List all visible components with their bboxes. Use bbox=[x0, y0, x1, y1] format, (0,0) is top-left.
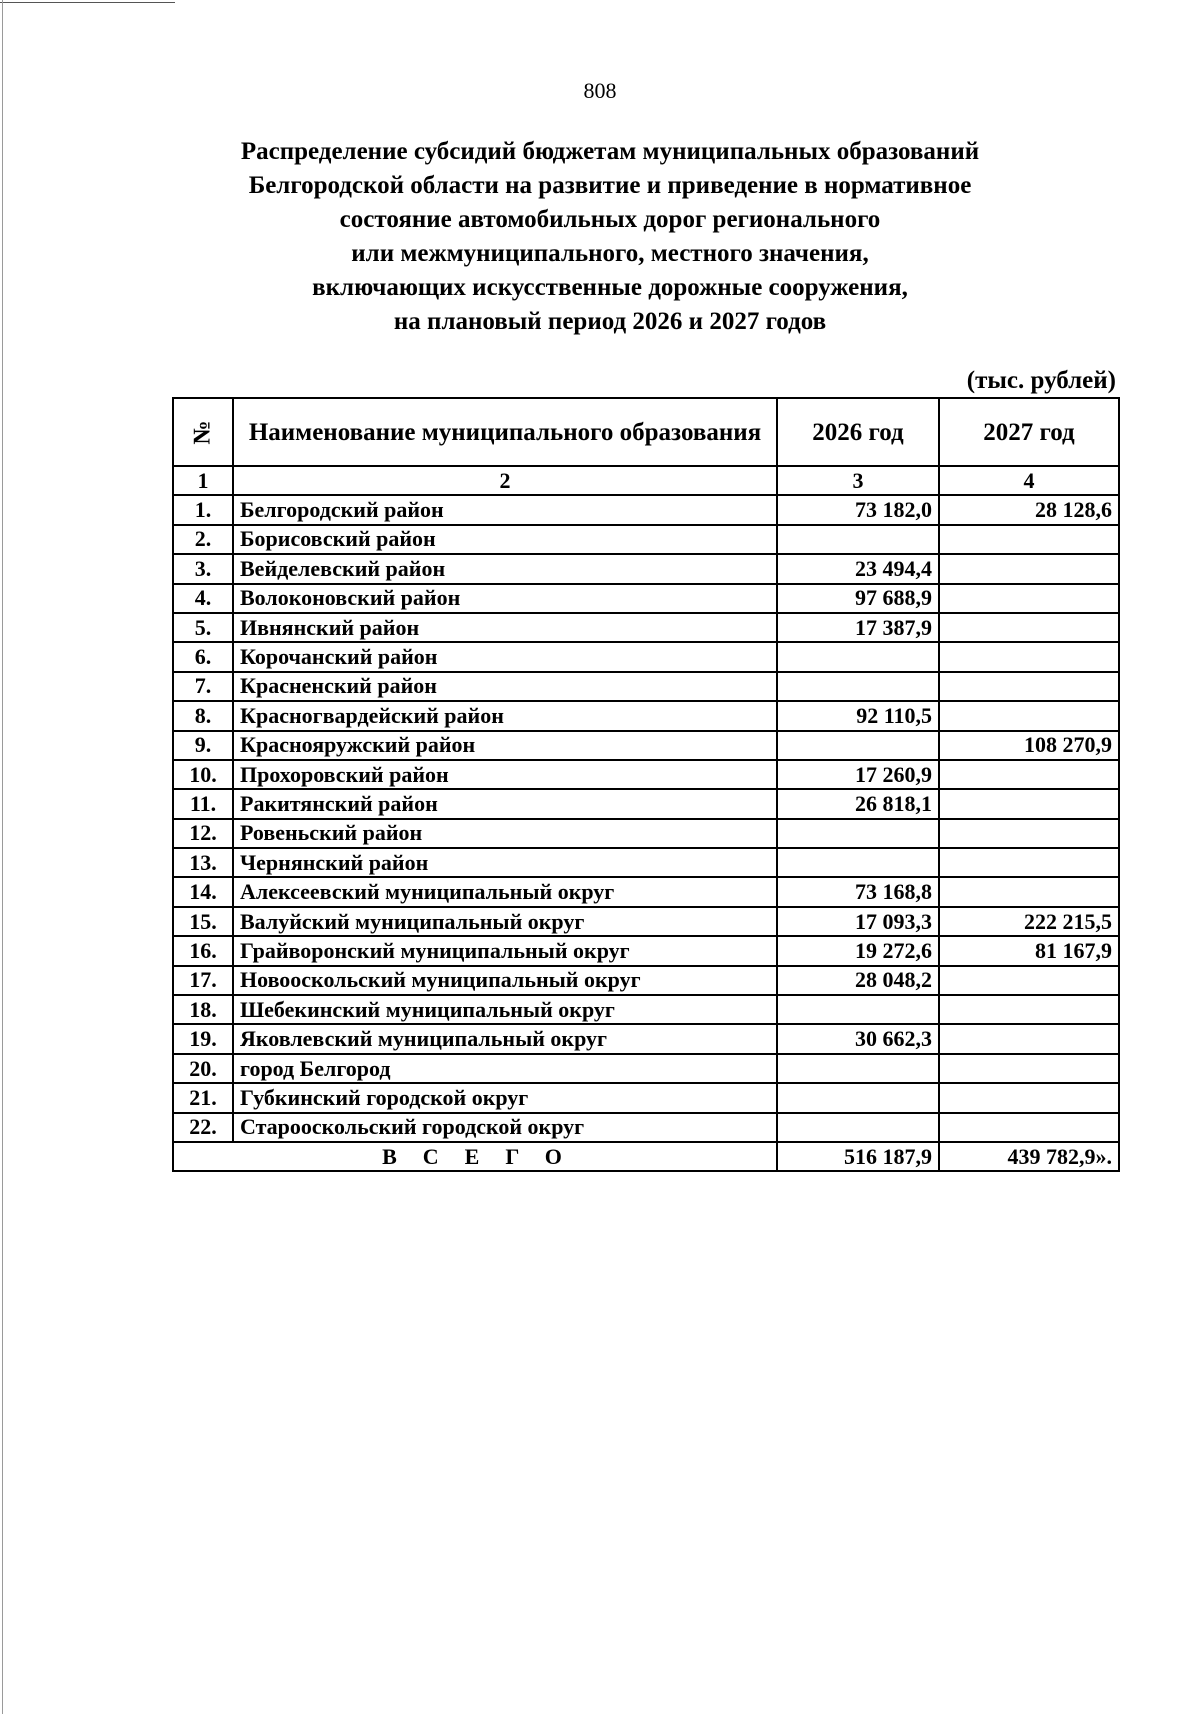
table-row bbox=[173, 966, 1119, 995]
row-number: 8. bbox=[173, 701, 233, 730]
row-value-2026 bbox=[777, 672, 939, 701]
row-name: Губкинский городской округ bbox=[233, 1083, 777, 1112]
row-number: 5. bbox=[173, 613, 233, 642]
row-value-2026 bbox=[777, 819, 939, 848]
header-number: № bbox=[173, 398, 233, 466]
row-name: Ровеньский район bbox=[233, 819, 777, 848]
row-value-2026: 97 688,9 bbox=[777, 584, 939, 613]
table-row bbox=[173, 995, 1119, 1024]
row-number: 4. bbox=[173, 584, 233, 613]
row-value-2027 bbox=[939, 642, 1119, 671]
row-number: 12. bbox=[173, 819, 233, 848]
row-number: 7. bbox=[173, 672, 233, 701]
row-value-2026: 19 272,6 bbox=[777, 936, 939, 965]
row-value-2026: 28 048,2 bbox=[777, 966, 939, 995]
row-name: Борисовский район bbox=[233, 525, 777, 554]
row-number: 19. bbox=[173, 1024, 233, 1053]
row-name: Чернянский район bbox=[233, 848, 777, 877]
title-line: или межмуниципального, местного значения, bbox=[351, 240, 869, 267]
row-value-2026: 92 110,5 bbox=[777, 701, 939, 730]
row-value-2026: 17 093,3 bbox=[777, 907, 939, 936]
table-row bbox=[173, 1083, 1119, 1112]
row-value-2027 bbox=[939, 760, 1119, 789]
table-row bbox=[173, 613, 1119, 642]
row-value-2026 bbox=[777, 731, 939, 760]
row-value-2027 bbox=[939, 584, 1119, 613]
row-value-2026: 30 662,3 bbox=[777, 1024, 939, 1053]
row-name: Алексеевский муниципальный округ bbox=[233, 877, 777, 906]
row-name: Красненский район bbox=[233, 672, 777, 701]
row-value-2026 bbox=[777, 995, 939, 1024]
table-row bbox=[173, 789, 1119, 818]
row-name: Валуйский муниципальный округ bbox=[233, 907, 777, 936]
row-name: Прохоровский район bbox=[233, 760, 777, 789]
row-value-2027 bbox=[939, 995, 1119, 1024]
row-value-2027 bbox=[939, 789, 1119, 818]
row-value-2026: 26 818,1 bbox=[777, 789, 939, 818]
column-number: 4 bbox=[939, 466, 1119, 495]
row-value-2026: 17 260,9 bbox=[777, 760, 939, 789]
table-row bbox=[173, 584, 1119, 613]
row-value-2026: 73 168,8 bbox=[777, 877, 939, 906]
row-number: 18. bbox=[173, 995, 233, 1024]
row-value-2026: 17 387,9 bbox=[777, 613, 939, 642]
header-name: Наименование муниципального образования bbox=[233, 398, 777, 466]
row-number: 6. bbox=[173, 642, 233, 671]
row-value-2026: 73 182,0 bbox=[777, 495, 939, 524]
row-number: 1. bbox=[173, 495, 233, 524]
row-value-2026 bbox=[777, 1054, 939, 1083]
total-2026: 516 187,9 bbox=[777, 1142, 939, 1171]
row-name: Яковлевский муниципальный округ bbox=[233, 1024, 777, 1053]
row-value-2027 bbox=[939, 1083, 1119, 1112]
page-number: 808 bbox=[583, 78, 617, 103]
header-2027: 2027 год bbox=[939, 398, 1119, 466]
row-number: 9. bbox=[173, 731, 233, 760]
row-value-2026 bbox=[777, 642, 939, 671]
row-value-2027 bbox=[939, 819, 1119, 848]
row-name: Вейделевский район bbox=[233, 554, 777, 583]
title-line: Белгородской области на развитие и приведение в нормативное bbox=[248, 172, 972, 199]
row-name: Корочанский район bbox=[233, 642, 777, 671]
row-number: 2. bbox=[173, 525, 233, 554]
row-number: 15. bbox=[173, 907, 233, 936]
row-number: 21. bbox=[173, 1083, 233, 1112]
row-name: Краснояружский район bbox=[233, 731, 777, 760]
table-row bbox=[173, 672, 1119, 701]
row-value-2027 bbox=[939, 613, 1119, 642]
column-number: 1 bbox=[173, 466, 233, 495]
row-value-2027 bbox=[939, 848, 1119, 877]
row-name: Белгородский район bbox=[233, 495, 777, 524]
scan-edge-top bbox=[0, 2, 175, 3]
table-row bbox=[173, 877, 1119, 906]
row-value-2027: 222 215,5 bbox=[939, 907, 1119, 936]
row-number: 13. bbox=[173, 848, 233, 877]
table-row bbox=[173, 760, 1119, 789]
row-name: Красногвардейский район bbox=[233, 701, 777, 730]
row-value-2027: 28 128,6 bbox=[939, 495, 1119, 524]
row-value-2027: 108 270,9 bbox=[939, 731, 1119, 760]
row-value-2026 bbox=[777, 1113, 939, 1142]
row-value-2027 bbox=[939, 1113, 1119, 1142]
title-line: состояние автомобильных дорог регионального bbox=[339, 206, 881, 233]
table-row bbox=[173, 701, 1119, 730]
row-name: Новооскольский муниципальный округ bbox=[233, 966, 777, 995]
row-name: город Белгород bbox=[233, 1054, 777, 1083]
row-number: 16. bbox=[173, 936, 233, 965]
document-title bbox=[170, 135, 1050, 339]
unit-label: (тыс. рублей) bbox=[966, 367, 1116, 394]
row-value-2027 bbox=[939, 1024, 1119, 1053]
table-row bbox=[173, 495, 1119, 524]
title-line: включающих искусственные дорожные сооружения, bbox=[312, 274, 908, 301]
row-value-2027 bbox=[939, 966, 1119, 995]
row-value-2027 bbox=[939, 701, 1119, 730]
row-value-2027: 81 167,9 bbox=[939, 936, 1119, 965]
column-number-row bbox=[173, 466, 1119, 495]
row-value-2027 bbox=[939, 1054, 1119, 1083]
row-value-2027 bbox=[939, 672, 1119, 701]
subsidies-table bbox=[172, 397, 1120, 1172]
row-number: 22. bbox=[173, 1113, 233, 1142]
table-row bbox=[173, 936, 1119, 965]
row-number: 14. bbox=[173, 877, 233, 906]
table-row bbox=[173, 554, 1119, 583]
row-name: Ракитянский район bbox=[233, 789, 777, 818]
row-name: Волоконовский район bbox=[233, 584, 777, 613]
row-name: Шебекинский муниципальный округ bbox=[233, 995, 777, 1024]
table-row bbox=[173, 525, 1119, 554]
total-2027: 439 782,9». bbox=[939, 1142, 1119, 1171]
table-row bbox=[173, 1054, 1119, 1083]
total-label: ВСЕГО bbox=[173, 1142, 777, 1171]
row-number: 10. bbox=[173, 760, 233, 789]
row-number: 17. bbox=[173, 966, 233, 995]
row-name: Ивнянский район bbox=[233, 613, 777, 642]
row-value-2026 bbox=[777, 1083, 939, 1112]
table-row bbox=[173, 642, 1119, 671]
header-2026: 2026 год bbox=[777, 398, 939, 466]
total-row bbox=[173, 1142, 1119, 1171]
row-value-2026: 23 494,4 bbox=[777, 554, 939, 583]
table-row bbox=[173, 907, 1119, 936]
row-value-2026 bbox=[777, 848, 939, 877]
row-value-2027 bbox=[939, 525, 1119, 554]
row-value-2026 bbox=[777, 525, 939, 554]
row-name: Грайворонский муниципальный округ bbox=[233, 936, 777, 965]
table-header-row bbox=[173, 398, 1119, 466]
title-line: на плановый период 2026 и 2027 годов bbox=[393, 308, 827, 335]
title-line: Распределение субсидий бюджетам муниципальных образований bbox=[240, 138, 980, 165]
column-number: 3 bbox=[777, 466, 939, 495]
scan-edge-left bbox=[2, 0, 3, 1714]
row-name: Старооскольский городской округ bbox=[233, 1113, 777, 1142]
column-number: 2 bbox=[233, 466, 777, 495]
row-number: 20. bbox=[173, 1054, 233, 1083]
table-row bbox=[173, 1113, 1119, 1142]
table-row bbox=[173, 848, 1119, 877]
table-row bbox=[173, 731, 1119, 760]
table-row bbox=[173, 819, 1119, 848]
row-value-2027 bbox=[939, 877, 1119, 906]
row-value-2027 bbox=[939, 554, 1119, 583]
row-number: 3. bbox=[173, 554, 233, 583]
table-row bbox=[173, 1024, 1119, 1053]
row-number: 11. bbox=[173, 789, 233, 818]
